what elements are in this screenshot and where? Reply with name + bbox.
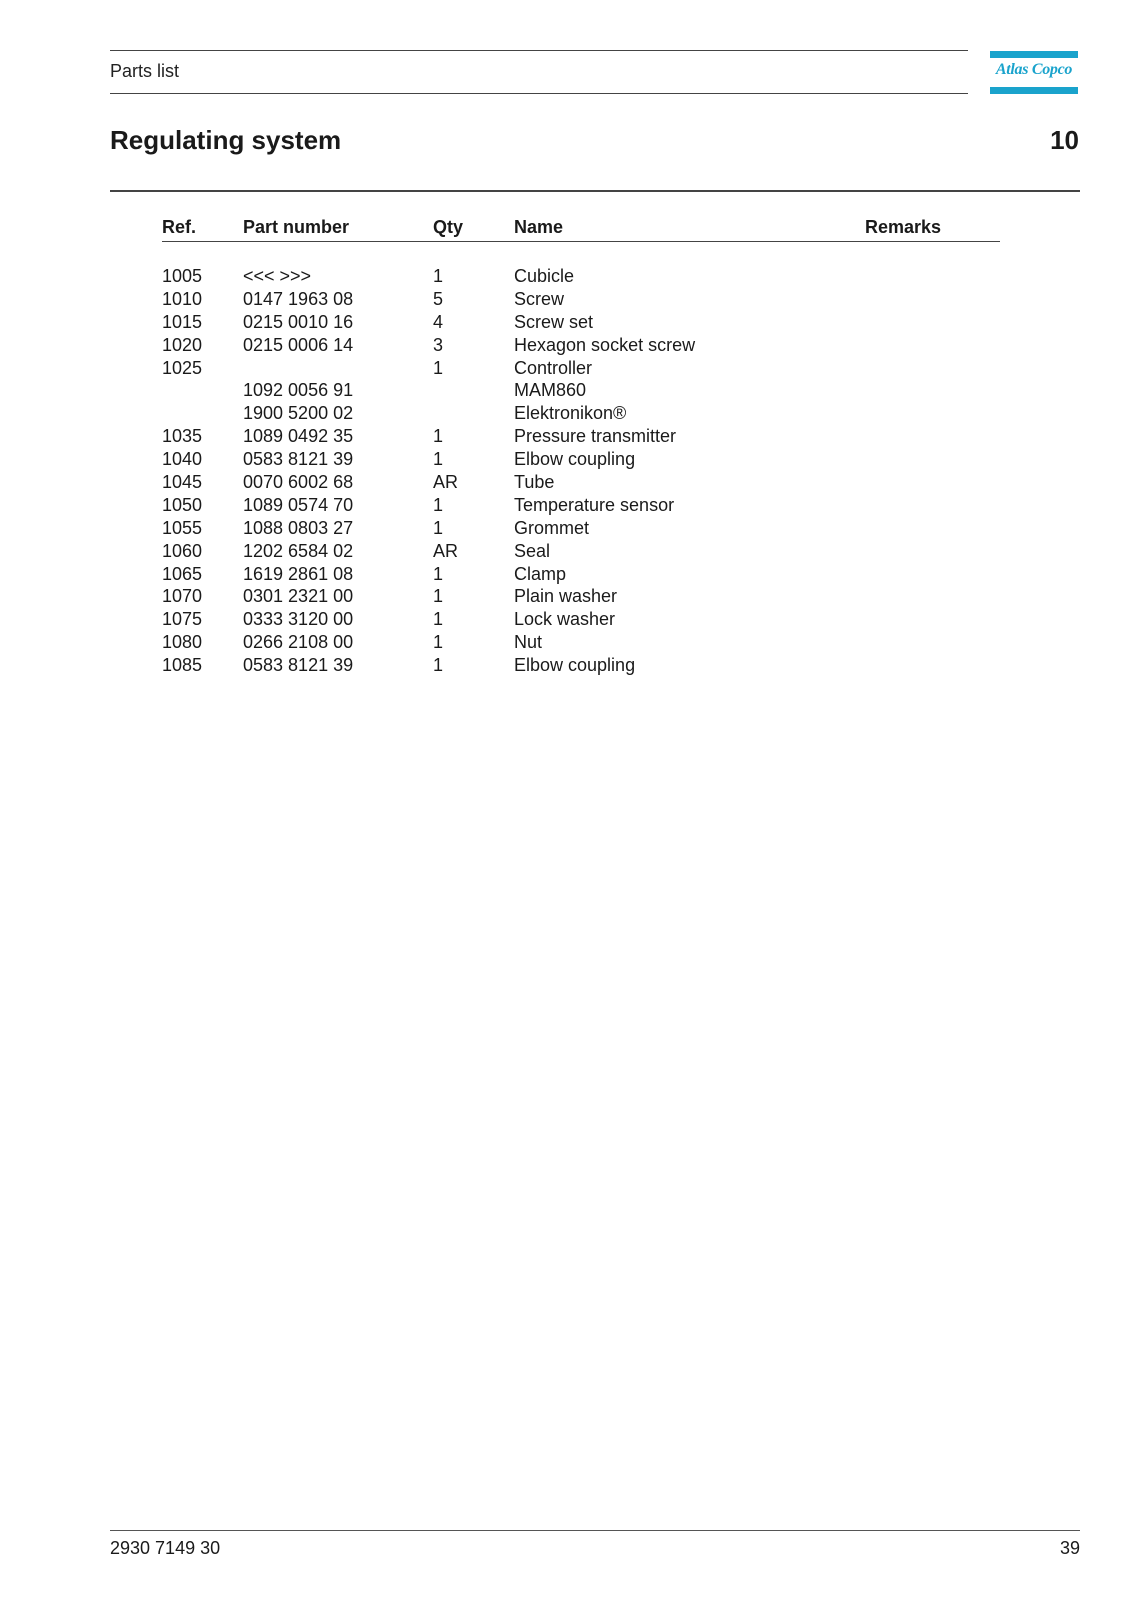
cell-qty: 4 xyxy=(433,311,444,332)
cell-part-number: 0215 0010 16 xyxy=(243,311,354,332)
table-row xyxy=(162,609,1000,632)
logo-band-top xyxy=(990,51,1078,58)
cell-ref: 1060 xyxy=(162,540,203,561)
table-row xyxy=(162,632,1000,655)
table-row xyxy=(162,289,1000,312)
cell-part-number: 1089 0492 35 xyxy=(243,426,354,447)
column-header-remarks: Remarks xyxy=(865,217,942,237)
cell-name: Elektronikon® xyxy=(514,403,627,424)
cell-name: Grommet xyxy=(514,517,590,538)
cell-name: Seal xyxy=(514,540,551,561)
table-row xyxy=(162,518,1000,541)
cell-qty: 1 xyxy=(433,494,444,515)
cell-qty: 1 xyxy=(433,563,444,584)
cell-qty: 5 xyxy=(433,288,444,309)
cell-qty: 1 xyxy=(433,517,444,538)
table-row xyxy=(162,655,1000,678)
logo-band-bottom xyxy=(990,87,1078,94)
footer-document-number: 2930 7149 30 xyxy=(110,1538,221,1558)
cell-part-number: 0301 2321 00 xyxy=(243,586,354,607)
cell-qty: 1 xyxy=(433,586,444,607)
cell-ref: 1005 xyxy=(162,266,203,286)
cell-qty: AR xyxy=(433,472,459,493)
cell-name: Screw set xyxy=(514,311,594,332)
parts-table-body xyxy=(162,266,1000,678)
cell-name: Hexagon socket screw xyxy=(514,334,696,355)
cell-ref: 1010 xyxy=(162,288,203,309)
cell-part-number: 0583 8121 39 xyxy=(243,655,354,676)
cell-qty: 1 xyxy=(433,609,444,630)
cell-part-number: 0333 3120 00 xyxy=(243,609,354,630)
cell-qty: AR xyxy=(433,540,459,561)
column-header-qty: Qty xyxy=(433,217,464,237)
table-row xyxy=(162,266,1000,289)
cell-name: Elbow coupling xyxy=(514,449,636,470)
cell-qty: 1 xyxy=(433,655,444,676)
table-row xyxy=(162,564,1000,587)
footer-divider xyxy=(110,1530,1080,1531)
cell-name: Nut xyxy=(514,632,543,653)
cell-qty: 1 xyxy=(433,632,444,653)
header-title: Parts list xyxy=(110,61,180,81)
cell-part-number: 1088 0803 27 xyxy=(243,517,354,538)
table-row xyxy=(162,426,1000,449)
cell-part-number: 1089 0574 70 xyxy=(243,494,354,515)
cell-part-number: 1092 0056 91 xyxy=(243,380,354,401)
cell-qty: 1 xyxy=(433,266,444,286)
cell-part-number: 1900 5200 02 xyxy=(243,403,354,424)
section-title: Regulating system xyxy=(110,125,342,155)
cell-ref: 1055 xyxy=(162,517,203,538)
table-row xyxy=(162,403,1000,426)
cell-name: Lock washer xyxy=(514,609,616,630)
cell-ref: 1070 xyxy=(162,586,203,607)
cell-name: Temperature sensor xyxy=(514,494,675,515)
cell-ref: 1080 xyxy=(162,632,203,653)
column-header-part-number: Part number xyxy=(243,217,350,237)
cell-name: Cubicle xyxy=(514,266,575,286)
parts-table-header xyxy=(162,217,1000,242)
cell-ref: 1020 xyxy=(162,334,203,355)
page-header xyxy=(110,50,968,94)
cell-part-number: 0583 8121 39 xyxy=(243,449,354,470)
table-row xyxy=(162,358,1000,381)
table-row xyxy=(162,380,1000,403)
column-header-ref: Ref. xyxy=(162,217,197,237)
cell-qty: 1 xyxy=(433,357,444,378)
cell-ref: 1025 xyxy=(162,357,203,378)
cell-ref: 1045 xyxy=(162,472,203,493)
cell-part-number: 1202 6584 02 xyxy=(243,540,354,561)
cell-name: Screw xyxy=(514,288,565,309)
footer-page-number: 39 xyxy=(1059,1538,1080,1558)
cell-name: Controller xyxy=(514,357,593,378)
cell-qty: 1 xyxy=(433,426,444,447)
section-divider xyxy=(110,190,1080,192)
cell-name: Pressure transmitter xyxy=(514,426,677,447)
cell-ref: 1050 xyxy=(162,494,203,515)
atlas-copco-logo xyxy=(990,51,1078,94)
cell-part-number: 0215 0006 14 xyxy=(243,334,354,355)
table-row xyxy=(162,586,1000,609)
cell-part-number: <<< >>> xyxy=(243,266,312,286)
logo-text: Atlas Copco xyxy=(995,61,1073,78)
cell-name: Tube xyxy=(514,472,555,493)
cell-qty: 3 xyxy=(433,334,444,355)
cell-name: Elbow coupling xyxy=(514,655,636,676)
column-header-name: Name xyxy=(514,217,564,237)
cell-part-number: 1619 2861 08 xyxy=(243,563,354,584)
cell-ref: 1015 xyxy=(162,311,203,332)
cell-part-number: 0266 2108 00 xyxy=(243,632,354,653)
cell-part-number: 0147 1963 08 xyxy=(243,288,354,309)
cell-ref: 1040 xyxy=(162,449,203,470)
section-number: 10 xyxy=(1050,125,1079,155)
cell-name: Clamp xyxy=(514,563,567,584)
cell-name: Plain washer xyxy=(514,586,618,607)
table-row xyxy=(162,335,1000,358)
cell-qty: 1 xyxy=(433,449,444,470)
table-row xyxy=(162,541,1000,564)
cell-ref: 1065 xyxy=(162,563,203,584)
table-row xyxy=(162,449,1000,472)
cell-ref: 1035 xyxy=(162,426,203,447)
table-row xyxy=(162,312,1000,335)
table-row xyxy=(162,495,1000,518)
cell-ref: 1085 xyxy=(162,655,203,676)
cell-name: MAM860 xyxy=(514,380,587,401)
table-row xyxy=(162,472,1000,495)
cell-part-number: 0070 6002 68 xyxy=(243,472,354,493)
cell-ref: 1075 xyxy=(162,609,203,630)
